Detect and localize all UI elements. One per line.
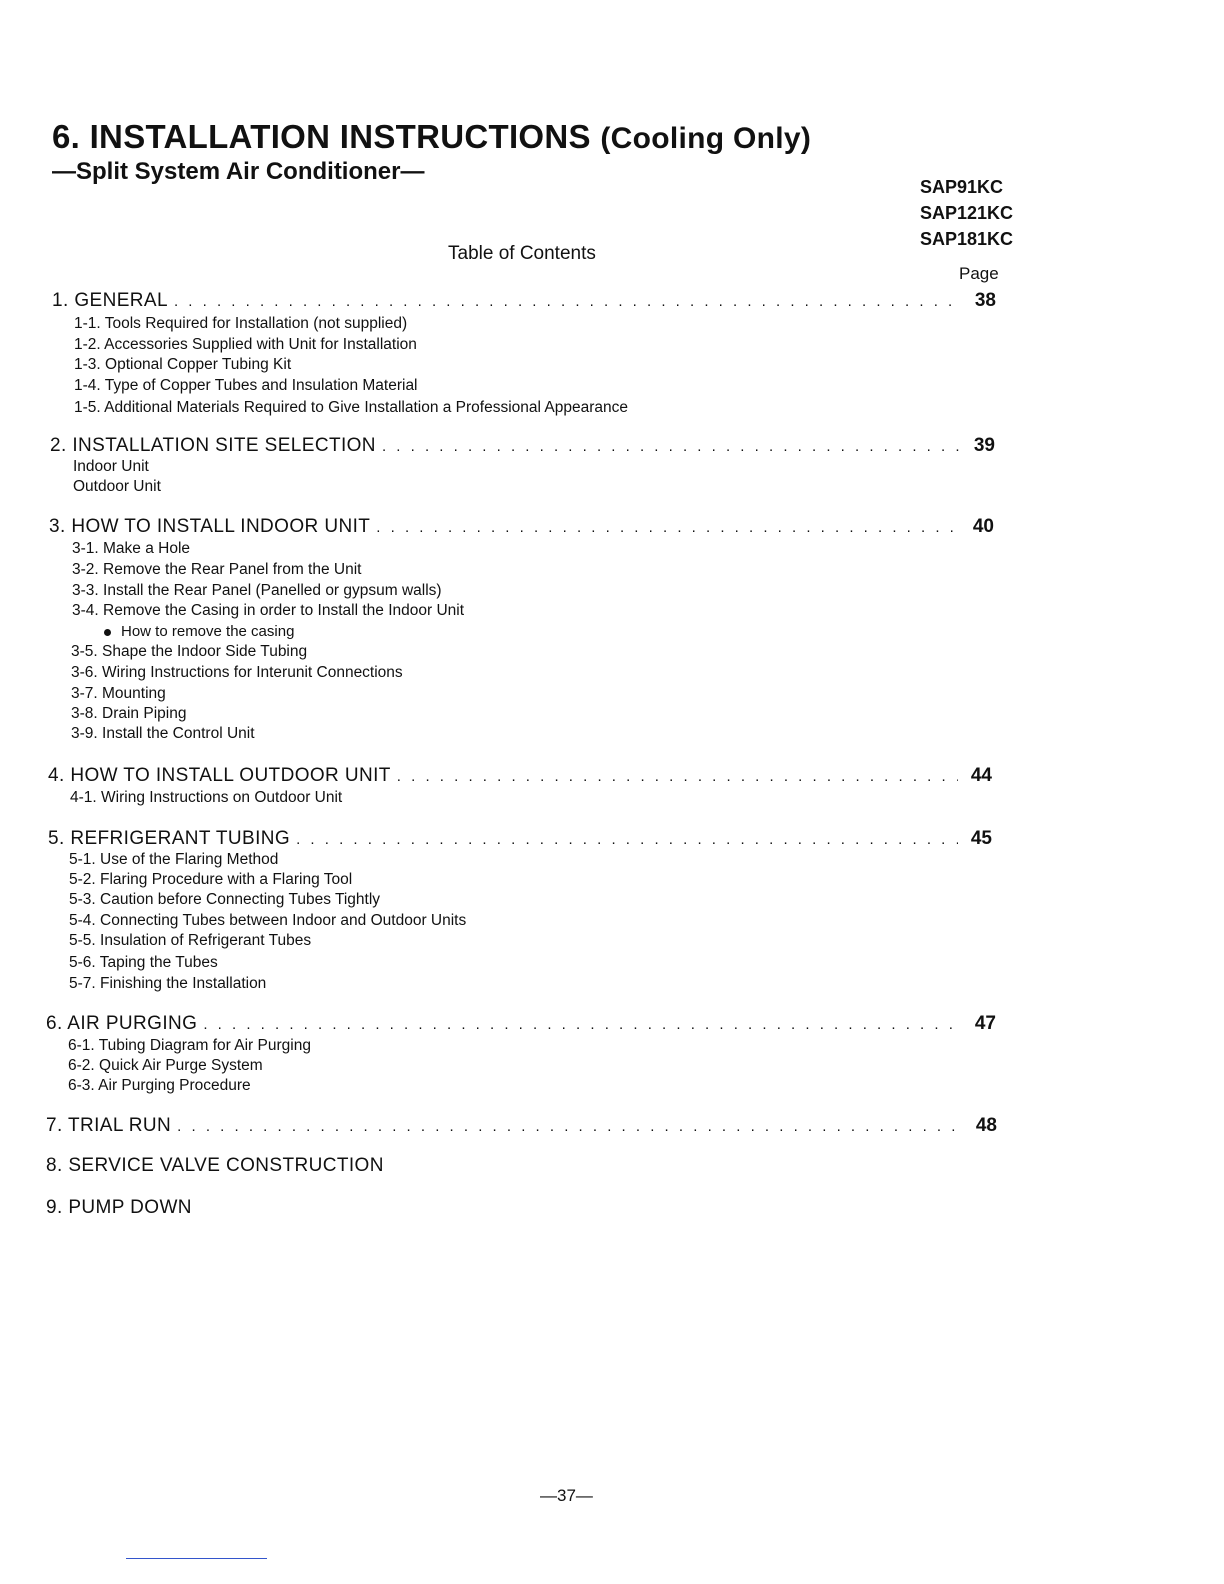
model-list (920, 174, 1013, 252)
toc-subitem: 3-9. Install the Control Unit (71, 725, 255, 742)
section-label: 6. AIR PURGING (46, 1013, 198, 1034)
toc-section-service-valve: 8. SERVICE VALVE CONSTRUCTION (46, 1155, 384, 1176)
toc-subitem: 5-7. Finishing the Installation (69, 975, 267, 992)
model-number: SAP181KC (920, 229, 1014, 249)
toc-subitem: 4-1. Wiring Instructions on Outdoor Unit (70, 789, 343, 806)
toc-subitem: Indoor Unit (73, 458, 149, 475)
section-label: 7. TRIAL RUN (46, 1115, 172, 1136)
document-title (52, 118, 811, 156)
dot-leader (177, 1118, 963, 1135)
toc-section-pump-down: 9. PUMP DOWN (46, 1197, 192, 1218)
toc-subitem: 6-2. Quick Air Purge System (68, 1057, 263, 1074)
toc-section-general (52, 290, 996, 312)
toc-subitem: 3-1. Make a Hole (72, 540, 191, 557)
toc-subitem: 5-4. Connecting Tubes between Indoor and Outdoor Units (69, 912, 467, 929)
toc-subitem: 1-1. Tools Required for Installation (not supplied) (74, 315, 408, 332)
title-qualifier: (Cooling Only) (600, 122, 812, 155)
toc-bullet-item (104, 623, 294, 640)
toc-section-air-purging (46, 1013, 996, 1035)
toc-section-site-selection (50, 435, 995, 457)
toc-section-outdoor-unit (48, 765, 992, 787)
toc-subitem: 3-6. Wiring Instructions for Interunit Connections (71, 664, 403, 681)
title-text: 6. INSTALLATION INSTRUCTIONS (52, 118, 591, 155)
toc-subitem: 3-7. Mounting (71, 685, 166, 702)
toc-subitem: 6-3. Air Purging Procedure (68, 1077, 251, 1094)
dot-leader (376, 519, 960, 536)
section-page: 44 (970, 765, 992, 786)
section-page: 45 (970, 828, 992, 849)
toc-subitem: 3-2. Remove the Rear Panel from the Unit (72, 561, 362, 578)
toc-subitem: 5-5. Insulation of Refrigerant Tubes (69, 932, 312, 949)
section-label: 5. REFRIGERANT TUBING (48, 828, 291, 849)
toc-subitem: 1-4. Type of Copper Tubes and Insulation Material (74, 377, 418, 394)
toc-subitem: 3-5. Shape the Indoor Side Tubing (71, 643, 308, 660)
section-page: 48 (975, 1115, 997, 1136)
section-label: 4. HOW TO INSTALL OUTDOOR UNIT (48, 765, 391, 786)
section-label: 1. GENERAL (52, 290, 168, 311)
page-number: —37— (540, 1486, 593, 1505)
model-number: SAP91KC (920, 177, 1004, 197)
toc-subitem: 5-2. Flaring Procedure with a Flaring Tool (69, 871, 353, 888)
dot-leader (296, 831, 958, 848)
toc-subitem: 1-5. Additional Materials Required to Give Installation a Professional Appearance (74, 399, 629, 416)
bullet-text: How to remove the casing (121, 623, 295, 640)
section-page: 39 (973, 435, 995, 456)
toc-subitem: 5-3. Caution before Connecting Tubes Tightly (69, 891, 381, 908)
toc-subitem: 5-6. Taping the Tubes (69, 954, 218, 971)
toc-section-indoor-unit (49, 516, 994, 538)
document-subtitle: —Split System Air Conditioner— (52, 158, 425, 185)
dot-leader (382, 438, 961, 455)
toc-subitem: 6-1. Tubing Diagram for Air Purging (68, 1037, 311, 1054)
section-label: 3. HOW TO INSTALL INDOOR UNIT (49, 516, 371, 537)
toc-subitem: 3-8. Drain Piping (71, 705, 187, 722)
section-page: 40 (972, 516, 994, 537)
toc-subitem: 3-4. Remove the Casing in order to Install the Indoor Unit (72, 602, 465, 619)
toc-subitem: 3-3. Install the Rear Panel (Panelled or gypsum walls) (72, 582, 442, 599)
toc-subitem: 5-1. Use of the Flaring Method (69, 851, 279, 868)
dot-leader (203, 1016, 962, 1033)
dot-leader (174, 293, 962, 310)
page-column-heading: Page (959, 264, 999, 283)
toc-subitem: Outdoor Unit (73, 478, 161, 495)
section-page: 47 (974, 1013, 996, 1034)
dot-leader (397, 768, 958, 785)
model-number: SAP121KC (920, 203, 1014, 223)
section-page: 38 (974, 290, 996, 311)
toc-subitem: 1-2. Accessories Supplied with Unit for Installation (74, 336, 417, 353)
toc-section-refrigerant-tubing (48, 828, 992, 850)
toc-heading: Table of Contents (448, 243, 596, 264)
scan-artifact-line (126, 1558, 267, 1559)
toc-section-trial-run (46, 1115, 997, 1137)
bullet-icon (104, 629, 111, 636)
toc-subitem: 1-3. Optional Copper Tubing Kit (74, 356, 292, 373)
section-label: 2. INSTALLATION SITE SELECTION (50, 435, 376, 456)
